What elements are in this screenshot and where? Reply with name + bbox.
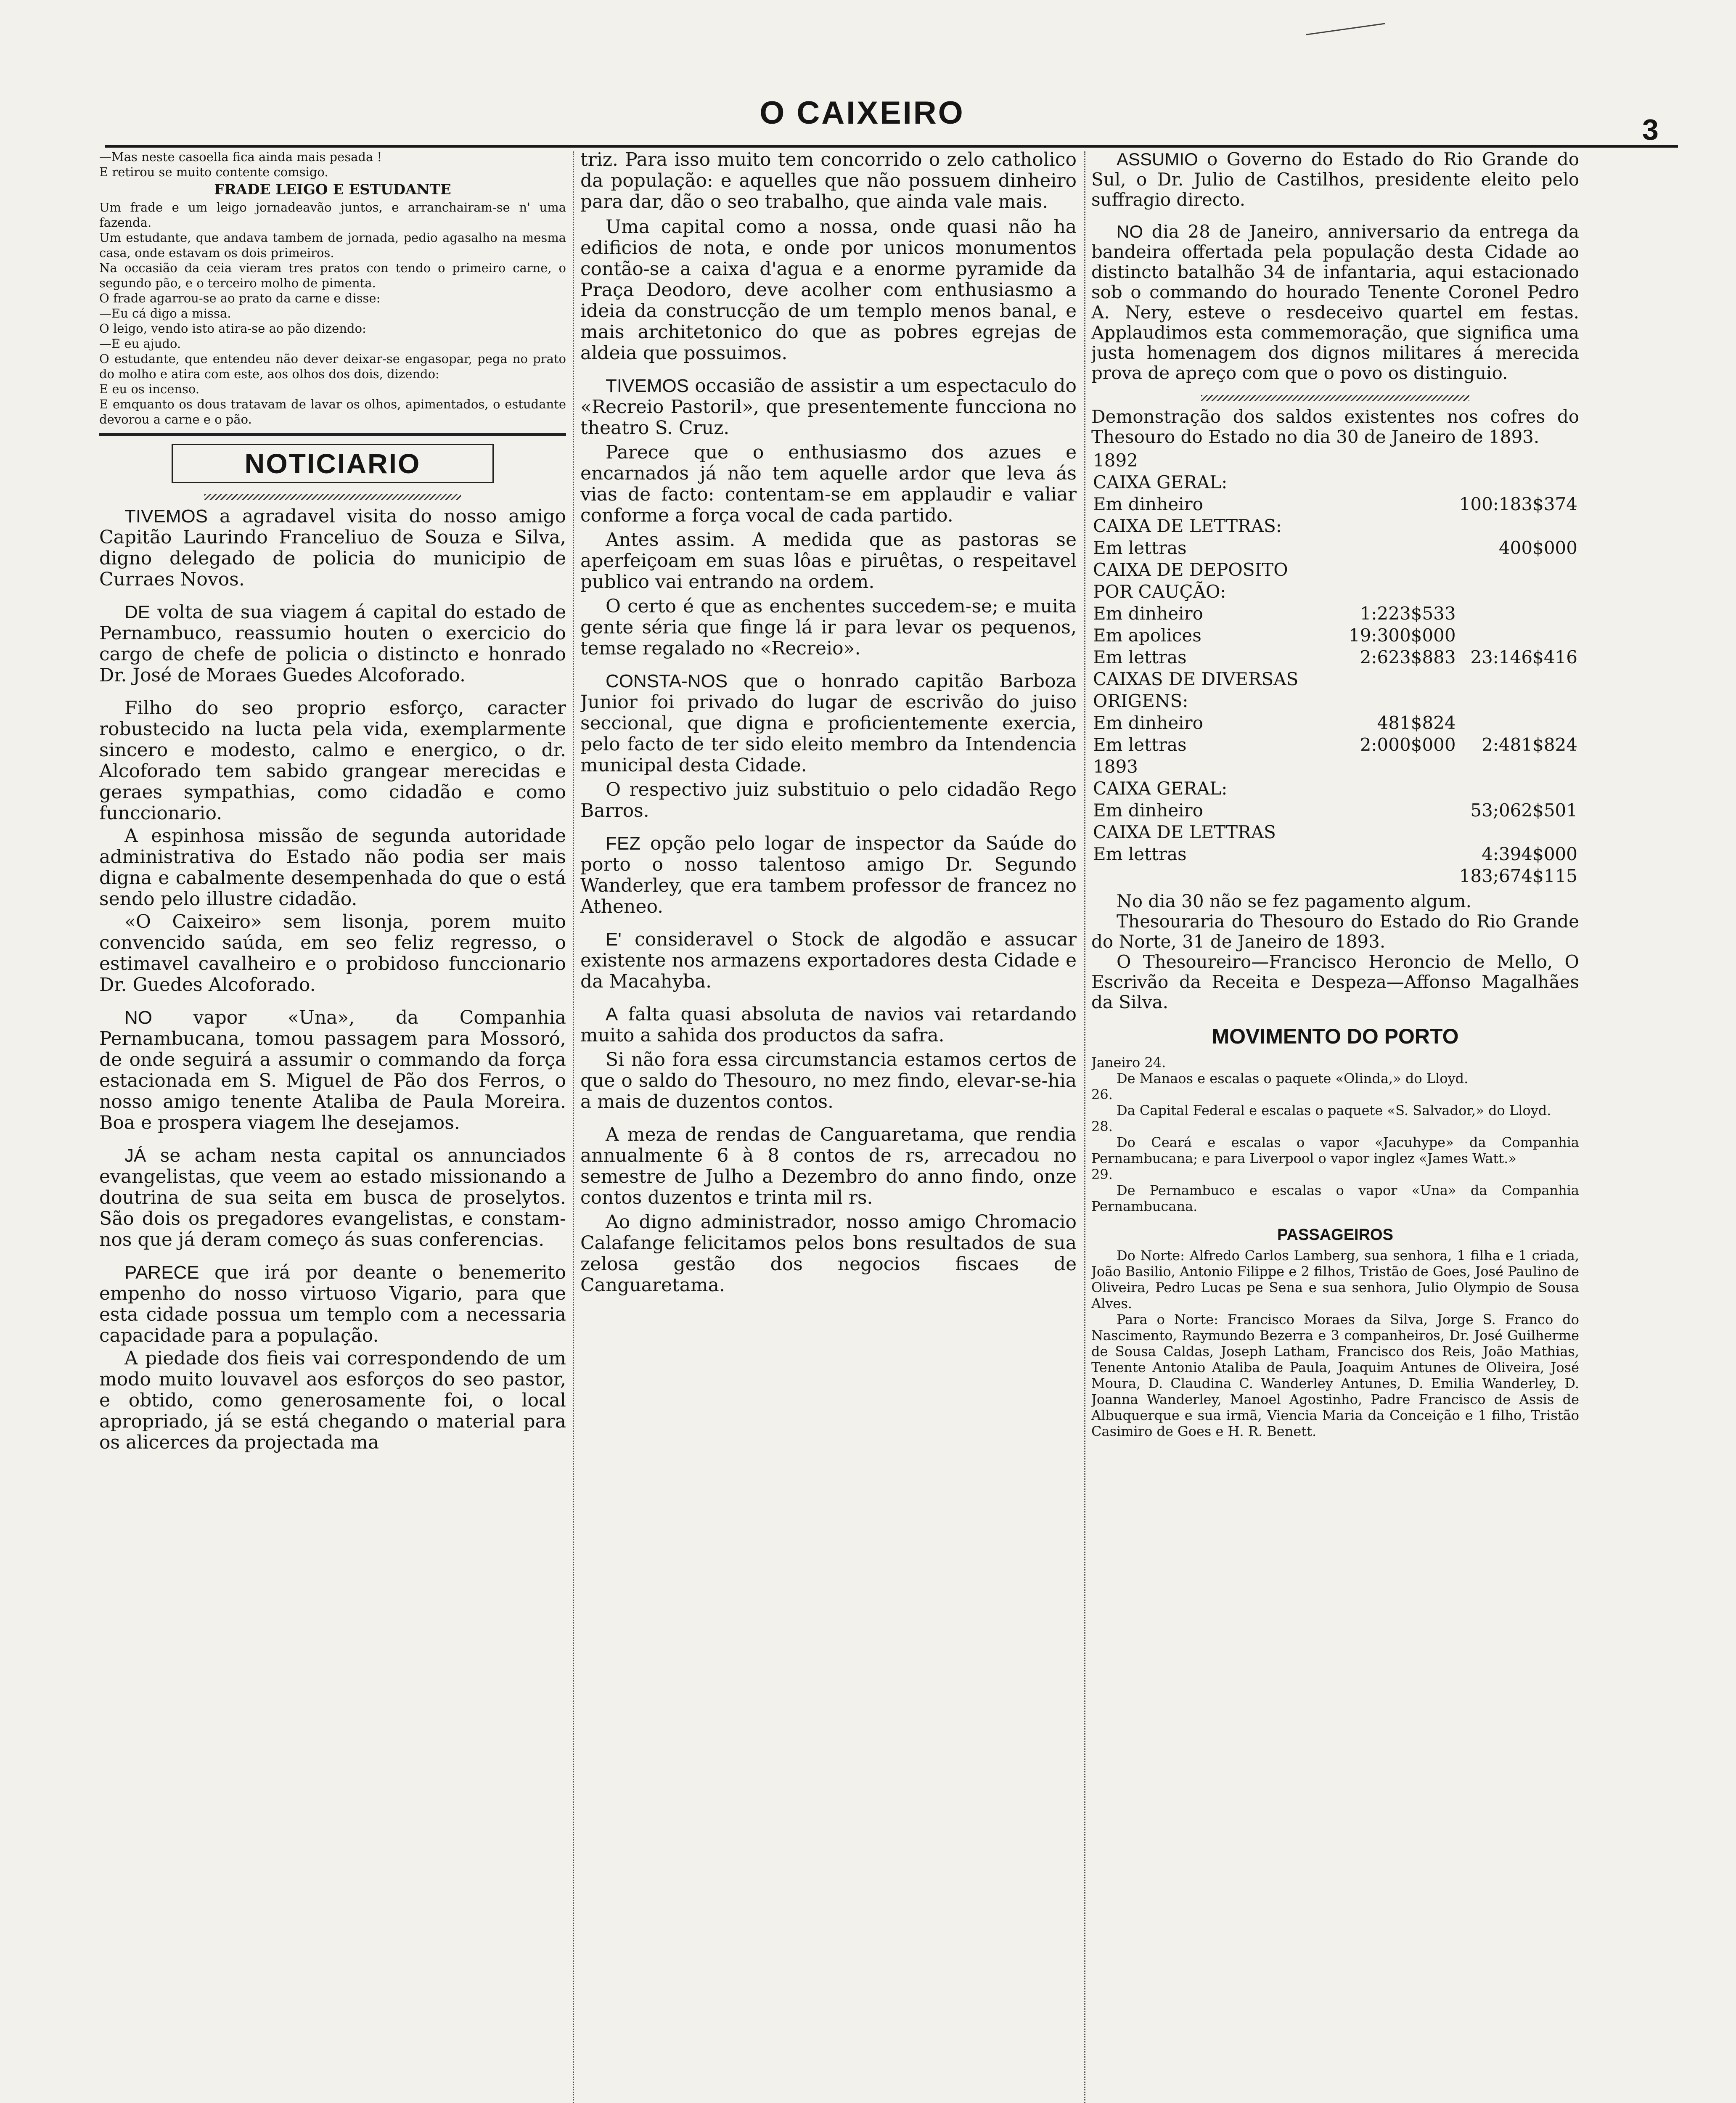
news-text: Antes assim. A medida que as pastoras se aperfeiçoam em suas lôas e piruêtas, o respeitavel publico vai entrando na ordem. <box>580 529 1077 593</box>
column-1 <box>99 149 566 2103</box>
news-item <box>99 1262 566 1346</box>
account-value: 23:146$416 <box>1470 647 1577 667</box>
news-text: Si não fora essa circumstancia estamos certos de que o saldo do Thesouro, no mez findo, elevar-se-hia a mais de duzentos contos. <box>580 1049 1077 1112</box>
account-label: CAIXAS DE DIVERSAS ORIGENS: <box>1093 669 1299 711</box>
passageiros-line: Do Norte: Alfredo Carlos Lamberg, sua senhora, 1 filha e 1 criada, João Basilio, Antonio Filippe e 2 filhos, Tristão de Goes, José Paulino de Oliveira, Pedro Lucas pe Sena e sua senhora, Julio Olympio de Sousa Alves. <box>1091 1247 1579 1311</box>
news-lead: JÁ <box>124 1145 146 1166</box>
account-label: CAIXA DE DEPOSITO <box>1093 559 1288 580</box>
news-item <box>580 779 1077 821</box>
accounts-row <box>1091 778 1579 800</box>
news-text: dia 28 de Janeiro, anniversario da entrega da bandeira offertada pela população desta Cidade ao distincto batalhão 34 de infantaria, aqui estacionado sob o commando do hourado Tenente Coronel Pedro A. Nery, esteve o resdeceivo quartel em festas. Applaudimos esta commemoração, que significa uma justa homenagem dos dignos militares á merecida prova de apreço com que o povo os distinguio. <box>1091 221 1579 383</box>
news-item <box>580 217 1077 364</box>
account-value: 2:481$824 <box>1482 734 1577 755</box>
news-item <box>580 1124 1077 1208</box>
movimento-line: 29. <box>1091 1166 1113 1182</box>
news-text: que irá por deante o benemerito empenho do nosso virtuoso Vigario, para que esta cidade possua um templo com a necessaria capacidade para a população. <box>99 1262 566 1346</box>
news-lead: E' <box>606 929 622 950</box>
accounts-row <box>1091 800 1579 821</box>
account-value: 19:300$000 <box>1348 625 1456 646</box>
anecdote-para: O leigo, vendo isto atira-se ao pão dizendo: <box>99 321 366 336</box>
account-value: 2:623$883 <box>1360 647 1456 667</box>
news-lead: A <box>606 1004 618 1025</box>
accounts-row <box>1091 450 1579 471</box>
news-item <box>99 1348 566 1453</box>
anecdote-para: Um frade e um leigo jornadeavão juntos, e arranchairam-se n' uma fazenda. <box>99 200 566 230</box>
news-item <box>580 929 1077 992</box>
news-text: que o honrado capitão Barboza Junior foi privado do lugar de escrivão do juiso seccional, que digna e proficientemente exercia, pelo facto de ter sido eleito membro da Intendencia municipal desta Cidade. <box>580 670 1077 776</box>
accounts-row <box>1091 843 1579 865</box>
masthead-rule <box>105 145 1678 148</box>
account-label: 1892 <box>1093 450 1138 471</box>
passageiros-line: Para o Norte: Francisco Moraes da Silva, Jorge S. Franco do Nascimento, Raymundo Bezerra e 3 companheiros, Dr. José Guilherme de Sousa Caldas, Joseph Latham, Francisco dos Reis, João Mathias, Tenente Antonio Ataliba de Paula, Joaquim Antunes de Oliveira, José Moura, D. Claudina C. Wanderley Antunes, D. Emilia Wanderley, D. Joanna Wanderley, Manoel Agostinho, Padre Francisco de Assis de Albuquerque e sua irmã, Viencia Maria da Conceição e 1 filho, Tristão Casimiro de Goes e H. R. Benett. <box>1091 1311 1579 1439</box>
news-text: se acham nesta capital os annunciados evangelistas, que veem ao estado missionando a doutrina de sua seita em busca de proselytos. São dois os pregadores evangelistas, e constam-nos que já deram começo ás suas conferencias. <box>99 1145 566 1250</box>
news-lead: TIVEMOS <box>124 506 208 527</box>
account-label: Em lettras <box>1093 734 1187 755</box>
movimento-line: Do Ceará e escalas o vapor «Jacuhype» da Companhia Pernambucana; e para Liverpool o vapor inglez «James Watt.» <box>1091 1134 1579 1166</box>
account-value <box>1347 668 1458 712</box>
news-text: Filho do seo proprio esforço, caracter robustecido na lucta pela vida, exemplarmente sincero e modesto, calmo e energico, o dr. Alcoforado tem sabido grangear merecidas e geraes sympathias, como cidadão e como funccionario. <box>99 697 566 824</box>
news-text: Uma capital como a nossa, onde quasi não ha edificios de nota, e onde por unicos monumentos contão-se a caixa d'agua e a enorme pyramide da Praça Deodoro, deve acolher com enthusiasmo a ideia da construcção de um templo menos banal, e mais architetonico do que as pobres egrejas de aldeia que possuimos. <box>580 216 1077 364</box>
movimento-line: De Pernambuco e escalas o vapor «Una» da Companhia Pernambucana. <box>1091 1182 1579 1214</box>
accounts-row <box>1091 646 1579 668</box>
account-value <box>1458 450 1579 471</box>
account-label: Em dinheiro <box>1093 800 1203 821</box>
news-item <box>580 671 1077 776</box>
accounts-row <box>1091 734 1579 756</box>
accounts-row <box>1091 559 1579 581</box>
account-value <box>1347 756 1458 778</box>
movimento-line: Da Capital Federal e escalas o paquete «S. Salvador,» do Lloyd. <box>1117 1102 1551 1118</box>
text-line: —Mas neste casoella fica ainda mais pesada ! <box>99 150 382 164</box>
news-item <box>580 1049 1077 1112</box>
accounts-table <box>1091 450 1579 887</box>
accounts-row <box>1091 603 1579 625</box>
accounts-row <box>1091 471 1579 493</box>
news-text: O certo é que as enchentes succedem-se; e muita gente séria que finge lá ir para levar os pequenos, temse regalado no «Recreio». <box>580 596 1077 659</box>
news-lead: TIVEMOS <box>606 376 689 396</box>
account-value <box>1347 581 1458 603</box>
news-item <box>99 1007 566 1134</box>
account-value: 100:183$374 <box>1459 494 1577 514</box>
news-text: triz. Para isso muito tem concorrido o zelo catholico da população: e aquelles que não possuem dinheiro para dar, dão o seo trabalho, que ainda vale mais. <box>580 149 1077 212</box>
news-text: O respectivo juiz substituio o pelo cidadão Rego Barros. <box>580 779 1077 821</box>
news-item <box>99 911 566 996</box>
account-value <box>1347 865 1458 887</box>
account-value <box>1458 821 1579 843</box>
accounts-row <box>1091 756 1579 778</box>
news-lead: NO <box>124 1007 152 1028</box>
news-text: A meza de rendas de Canguaretama, que rendia annualmente 6 à 8 contos de rs, arrecadou no semestre de Julho a Dezembro do anno findo, onze contos duzentos e trinta mil rs. <box>580 1124 1077 1208</box>
account-label: Em dinheiro <box>1093 712 1203 733</box>
news-item <box>580 1004 1077 1046</box>
account-label: CAIXA GERAL: <box>1093 472 1228 493</box>
account-value <box>1458 712 1579 734</box>
account-label: CAIXA DE LETTRAS: <box>1093 516 1282 536</box>
column-2 <box>580 149 1077 2103</box>
news-item <box>99 602 566 686</box>
account-value <box>1347 493 1458 515</box>
account-label: 1893 <box>1093 756 1138 777</box>
anecdote-para: O frade agarrou-se ao prato da carne e disse: <box>99 291 381 305</box>
account-value <box>1458 559 1579 581</box>
movimento-list <box>1091 1054 1579 1214</box>
demo-title-text: Demonstração dos saldos existentes nos cofres do Thesouro do Estado no dia 30 de Janeiro de 1893. <box>1091 406 1579 447</box>
account-label <box>1091 865 1347 887</box>
news-item <box>1091 149 1579 210</box>
masthead-title: O CAIXEIRO <box>760 95 965 131</box>
news-text: opção pelo logar de inspector da Saúde do porto o nosso talentoso amigo Dr. Segundo Wanderley, que era tambem professor de francez no Atheneo. <box>580 833 1077 917</box>
account-value <box>1347 515 1458 537</box>
news-lead: NO <box>1117 222 1143 241</box>
account-value <box>1458 581 1579 603</box>
news-item <box>99 826 566 910</box>
anecdote-block <box>99 149 566 427</box>
news-text: falta quasi absoluta de navios vai retardando muito a sahida dos productos da safra. <box>580 1004 1077 1046</box>
account-value: 1:223$533 <box>1360 603 1456 624</box>
movimento-line: 26. <box>1091 1086 1113 1102</box>
account-value: 400$000 <box>1498 538 1577 558</box>
account-value <box>1347 559 1458 581</box>
account-value <box>1347 537 1458 559</box>
account-value: 53;062$501 <box>1470 800 1577 821</box>
account-value: 481$824 <box>1377 712 1456 733</box>
news-text: volta de sua viagem á capital do estado de Pernambuco, reassumio houten o exercicio do cargo de chefe de policia o distincto e honrado Dr. José de Moraes Guedes Alcoforado. <box>99 601 566 686</box>
news-text: vapor «Una», da Companhia Pernambucana, tomou passagem para Mossoró, de onde seguirá a assumir o commando da força estacionada em S. Miguel de Pão dos Ferros, o nosso amigo tenente Ataliba de Paula Moreira. Boa e prospera viagem lhe desejamos. <box>99 1007 566 1134</box>
news-text: A piedade dos fieis vai correspondendo de um modo muito louvavel aos esforços do seo pastor, e obtido, como generosamente foi, o local apropriado, já se está chegando o material para os alicerces da projectada ma <box>99 1348 566 1453</box>
page-number: 3 <box>1642 113 1659 146</box>
page-edge-mark <box>1302 0 1385 35</box>
noticiario-heading: NOTICIARIO <box>172 444 494 483</box>
movimento-line: Janeiro 24. <box>1091 1054 1166 1070</box>
news-item <box>99 506 566 590</box>
passageiros-list <box>1091 1247 1579 1439</box>
news-lead: DE <box>124 602 151 622</box>
accounts-note <box>1091 891 1579 1012</box>
account-value: 4:394$000 <box>1482 844 1577 864</box>
accounts-row <box>1091 821 1579 843</box>
news-lead: CONSTA-NOS <box>606 671 728 691</box>
passageiros-heading: PASSAGEIROS <box>1277 1226 1393 1244</box>
column-3 <box>1091 149 1579 2103</box>
anecdote-para: E eu os incenso. <box>99 382 200 396</box>
account-label: Em dinheiro <box>1093 494 1203 514</box>
accounts-row <box>1091 668 1579 712</box>
account-value: 183;674$115 <box>1459 866 1577 886</box>
news-item <box>580 1212 1077 1296</box>
account-label: POR CAUÇÃO: <box>1093 581 1226 602</box>
note-line: No dia 30 não se fez pagamento algum. <box>1117 891 1471 911</box>
news-item <box>580 376 1077 439</box>
column-divider <box>573 151 574 2103</box>
account-value <box>1347 471 1458 493</box>
accounts-row <box>1091 581 1579 603</box>
news-item <box>580 596 1077 659</box>
account-value <box>1458 471 1579 493</box>
account-value <box>1347 800 1458 821</box>
anecdote-para: —Eu cá digo a missa. <box>99 306 231 320</box>
account-value <box>1458 603 1579 625</box>
ornament-rule <box>1201 395 1469 401</box>
news-text: consideravel o Stock de algodão e assucar existente nos armazens exportadores desta Cidade e da Macahyba. <box>580 929 1077 992</box>
account-label: Em lettras <box>1093 538 1187 558</box>
news-lead: PARECE <box>124 1262 199 1283</box>
note-line: Thesouraria do Thesouro do Estado do Rio Grande do Norte, 31 de Janeiro de 1893. <box>1091 911 1579 952</box>
news-item <box>1091 222 1579 383</box>
news-item <box>580 442 1077 526</box>
account-value <box>1347 778 1458 800</box>
anecdote-heading: FRADE LEIGO E ESTUDANTE <box>214 181 451 198</box>
accounts-row <box>1091 712 1579 734</box>
news-text: o Governo do Estado do Rio Grande do Sul, o Dr. Julio de Castilhos, presidente eleito pelo suffragio directo. <box>1091 149 1579 210</box>
anecdote-para: —E eu ajudo. <box>99 336 181 351</box>
anecdote-para: O estudante, que entendeu não dever deixar-se engasopar, pega no prato do molho e atira com este, aos olhos dos dois, dizendo: <box>99 352 566 381</box>
account-value <box>1458 515 1579 537</box>
movimento-heading: MOVIMENTO DO PORTO <box>1212 1025 1459 1048</box>
news-text: Parece que o enthusiasmo dos azues e encarnados já não tem aquelle ardor que leva ás vias de facto: contentam-se em applaudir e valiar conforme a força vocal de cada partido. <box>580 442 1077 526</box>
movimento-line: De Manaos e escalas o paquete «Olinda,» do Lloyd. <box>1117 1070 1469 1086</box>
news-lead: FEZ <box>606 833 641 854</box>
ornament-rule <box>204 494 461 500</box>
account-label: Em apolices <box>1093 625 1201 646</box>
anecdote-para: Um estudante, que andava tambem de jornada, pedio agasalho na mesma casa, onde estavam os dois primeiros. <box>99 230 566 260</box>
news-lead: ASSUMIO <box>1117 149 1198 169</box>
news-text: «O Caixeiro» sem lisonja, porem muito convencido saúda, em seo feliz regresso, o estimavel cavalheiro e o probidoso funccionario Dr. Guedes Alcoforado. <box>99 911 566 996</box>
news-item <box>580 833 1077 917</box>
section-rule <box>99 433 566 436</box>
account-value: 2:000$000 <box>1360 734 1456 755</box>
news-text: a agradavel visita do nosso amigo Capitão Laurindo Franceliuo de Souza e Silva, digno delegado de policia do municipio de Curraes Novos. <box>99 506 566 590</box>
column-divider <box>1084 151 1085 2103</box>
accounts-row <box>1091 865 1579 887</box>
news-item <box>99 1145 566 1250</box>
accounts-row <box>1091 493 1579 515</box>
account-label: Em lettras <box>1093 844 1187 864</box>
movimento-line: 28. <box>1091 1118 1113 1134</box>
accounts-row <box>1091 625 1579 646</box>
news-item <box>99 698 566 824</box>
account-value <box>1458 778 1579 800</box>
news-text: occasião de assistir a um espectaculo do «Recreio Pastoril», que presentemente funcciona no theatro S. Cruz. <box>580 375 1077 439</box>
text-line: E retirou se muito contente comsigo. <box>99 165 328 179</box>
account-label: CAIXA DE LETTRAS <box>1093 822 1276 842</box>
anecdote-para: E emquanto os dous tratavam de lavar os olhos, apimentados, o estudante devorou a carne e o pão. <box>99 397 566 426</box>
demo-title <box>1091 407 1579 447</box>
account-value <box>1458 625 1579 646</box>
account-value <box>1347 843 1458 865</box>
account-value <box>1458 756 1579 778</box>
news-item <box>580 530 1077 593</box>
account-value <box>1458 668 1579 712</box>
account-value <box>1347 450 1458 471</box>
account-value <box>1347 821 1458 843</box>
anecdote-para: Na occasião da ceia vieram tres pratos con tendo o primeiro carne, o segundo pão, e o terceiro molho de pimenta. <box>99 261 566 290</box>
news-item <box>580 149 1077 212</box>
news-text: A espinhosa missão de segunda autoridade administrativa do Estado não podia ser mais digna e cabalmente desempenhada do que o está sendo pelo illustre cidadão. <box>99 825 566 910</box>
account-label: CAIXA GERAL: <box>1093 778 1228 799</box>
account-label: Em lettras <box>1093 647 1187 667</box>
account-label: Em dinheiro <box>1093 603 1203 624</box>
news-text: Ao digno administrador, nosso amigo Chromacio Calafange felicitamos pelos bons resultados de sua zelosa gestão dos negocios fiscaes de Canguaretama. <box>580 1211 1077 1296</box>
accounts-row <box>1091 515 1579 537</box>
note-line: O Thesoureiro—Francisco Heroncio de Mello, O Escrivão da Receita e Despeza—Affonso Magalhães da Silva. <box>1091 951 1579 1012</box>
accounts-row <box>1091 537 1579 559</box>
